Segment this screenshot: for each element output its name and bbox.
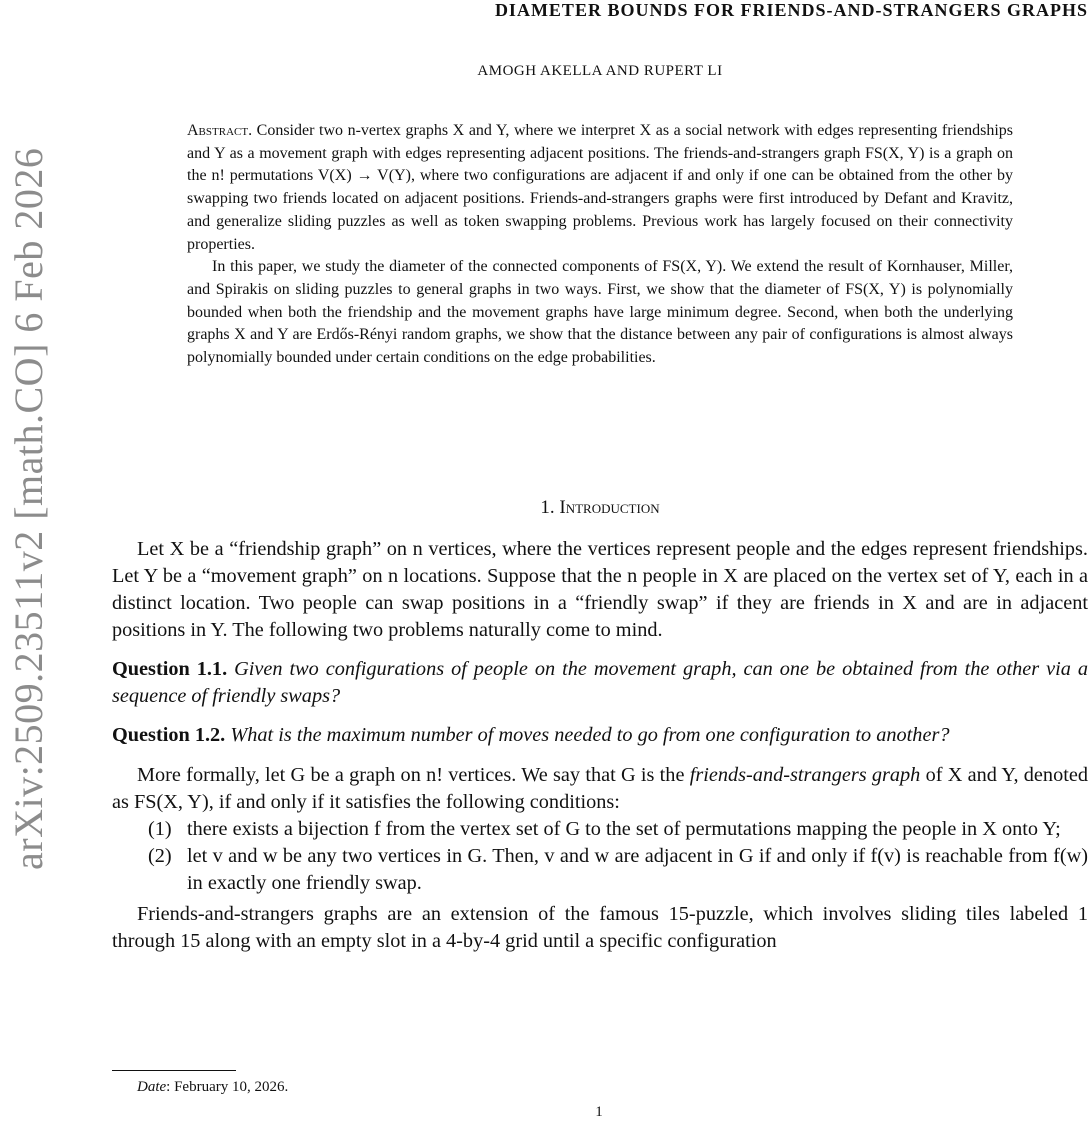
page-number: 1	[595, 1104, 603, 1120]
abstract-heading: Abstract.	[187, 122, 253, 139]
question-1-2-label: Question 1.2.	[112, 724, 226, 746]
intro-body	[112, 536, 1088, 955]
intro-paragraph-2-end: of X and Y, denoted as FS(X, Y), if and only if it satisfies the following conditions:	[112, 764, 1088, 813]
list-item-label: (2)	[148, 845, 172, 867]
abstract	[187, 120, 1013, 370]
intro-paragraph-1: Let X be a “friendship graph” on n vertices, where the vertices represent people and the edges represent friendships. Let Y be a “movement graph” on n locations. Suppose that the n people in X are placed on the vertex set of Y, each in a distinct location. Two people can swap positions in a “friendly swap” if they are friends in X and are in adjacent positions in Y. The following two problems naturally come to mind.	[112, 538, 1088, 641]
question-1-2	[112, 722, 1088, 749]
defined-term: friends-and-strangers graph	[689, 764, 921, 786]
question-1-1-text: Given two configurations of people on the movement graph, can one be obtained from the other via a sequence of friendly swaps?	[112, 658, 1088, 707]
list-item-text: let v and w be any two vertices in G. Then, v and w are adjacent in G if and only if f(v) is reachable from f(w) in exactly one friendly swap.	[187, 845, 1088, 894]
intro-paragraph-2-start: More formally, let G be a graph on n! vertices. We say that G is the	[137, 764, 685, 786]
footnote-rule	[112, 1070, 236, 1071]
question-1-1-label: Question 1.1.	[112, 658, 228, 680]
conditions-list	[112, 816, 1088, 897]
intro-paragraph-3: Friends-and-strangers graphs are an extension of the famous 15-puzzle, which involves sliding tiles labeled 1 through 15 along with an empty slot in a 4-by-4 grid until a specific configuration	[112, 903, 1088, 952]
footnote	[137, 1079, 288, 1096]
list-item	[112, 843, 1088, 897]
paper-title: DIAMETER BOUNDS FOR FRIENDS-AND-STRANGERS GRAPHS	[494, 0, 1088, 20]
paper-authors: AMOGH AKELLA AND RUPERT LI	[477, 63, 723, 79]
question-1-2-text: What is the maximum number of moves needed to go from one configuration to another?	[230, 724, 950, 746]
intro-paragraph-2	[112, 762, 1088, 816]
list-item-label: (1)	[148, 818, 172, 840]
abstract-text-1: Consider two n-vertex graphs X and Y, where we interpret X as a social network with edges representing friendships and Y as a movement graph with edges representing adjacent positions. The friends-and-strangers graph FS(X, Y) is a graph on the n! permutations V(X) → V(Y), where two configurations are adjacent if and only if one can be obtained from the other by swapping two friends located on adjacent positions. Friends-and-strangers graphs were first introduced by Defant and Kravitz, and generalize sliding puzzles as well as token swapping problems. Previous work has largely focused on their connectivity properties.	[187, 122, 1014, 253]
section-number: 1.	[540, 497, 555, 518]
abstract-paragraph-2: In this paper, we study the diameter of the connected components of FS(X, Y). We extend the result of Kornhauser, Miller, and Spirakis on sliding puzzles to general graphs in two ways. First, we show that the diameter of FS(X, Y) is polynomially bounded when both the friendship and the movement graphs have large minimum degree. Second, when both the underlying graphs X and Y are Erdős-Rényi random graphs, we show that the distance between any pair of configurations is almost always polynomially bounded under certain conditions on the edge probabilities.	[187, 258, 1013, 367]
question-1-1	[112, 656, 1088, 710]
abstract-paragraph-1	[187, 120, 1013, 256]
arxiv-stamp: arXiv:2509.23511v2 [math.CO] 6 Feb 2026	[6, 147, 51, 870]
list-item-text: there exists a bijection f from the vertex set of G to the set of permutations mapping the people in X onto Y;	[187, 818, 1061, 840]
footnote-text: : February 10, 2026.	[166, 1079, 289, 1095]
footnote-label: Date	[137, 1079, 167, 1095]
list-item	[112, 816, 1088, 843]
section-title: Introduction	[559, 497, 660, 518]
section-heading	[112, 497, 1088, 519]
